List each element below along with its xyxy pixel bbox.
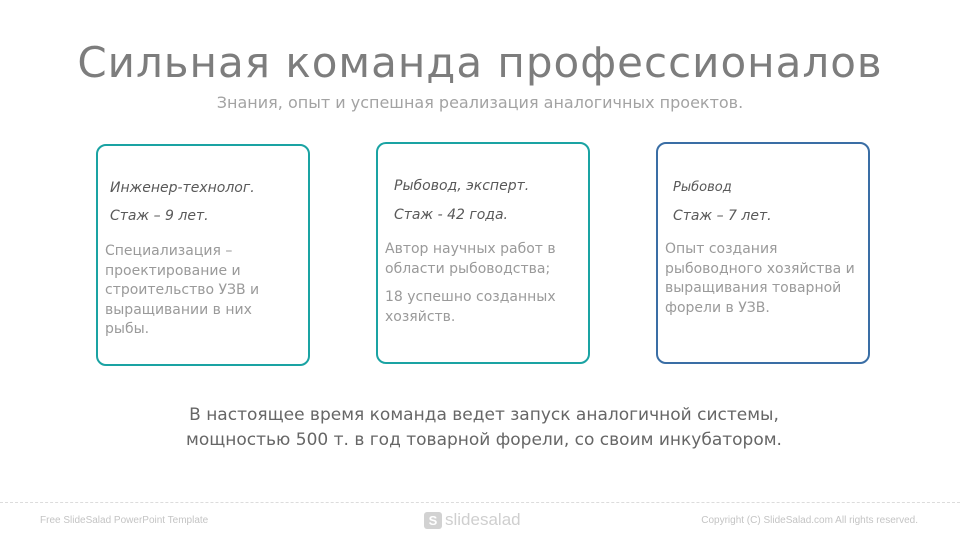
- card-role: Рыбовод: [673, 180, 732, 195]
- card-paragraph: 18 успешно созданных хозяйств.: [385, 289, 556, 325]
- summary-line: В настоящее время команда ведет запуск аналогичной системы,: [189, 405, 779, 425]
- logo-text: slidesalad: [445, 510, 521, 529]
- card-description: [665, 240, 860, 327]
- footer-divider: [0, 502, 960, 503]
- summary-line: мощностью 500 т. в год товарной форели, со своим инкубатором.: [186, 430, 782, 450]
- summary-text: [0, 403, 960, 453]
- team-card-expert: [376, 142, 590, 364]
- footer-copyright: Copyright (C) SlideSalad.com All rights reserved.: [701, 515, 918, 526]
- footer-template-note: Free SlideSalad PowerPoint Template: [40, 515, 209, 526]
- card-description: [105, 242, 300, 349]
- card-experience: Стаж – 7 лет.: [673, 208, 772, 224]
- card-role: Рыбовод, эксперт.: [394, 178, 530, 194]
- card-experience: Стаж - 42 года.: [394, 207, 508, 223]
- card-paragraph: Специализация – проектирование и строительство УЗВ и выращивании в них рыбы.: [105, 243, 260, 337]
- team-card-fish-farmer: [656, 142, 870, 364]
- slidesalad-logo: [424, 511, 521, 529]
- card-role: Инженер-технолог.: [110, 180, 255, 196]
- slide-subtitle: Знания, опыт и успешная реализация аналогичных проектов.: [216, 93, 744, 112]
- card-experience: Стаж – 9 лет.: [110, 208, 209, 224]
- team-card-engineer: [96, 144, 310, 366]
- card-description: [385, 240, 580, 336]
- logo-mark-icon: S: [424, 512, 442, 529]
- slide-title: Сильная команда профессионалов: [77, 38, 883, 87]
- card-paragraph: Автор научных работ в области рыбоводства;: [385, 241, 556, 277]
- card-paragraph: Опыт создания рыбоводного хозяйства и выращивания товарной форели в УЗВ.: [665, 241, 855, 316]
